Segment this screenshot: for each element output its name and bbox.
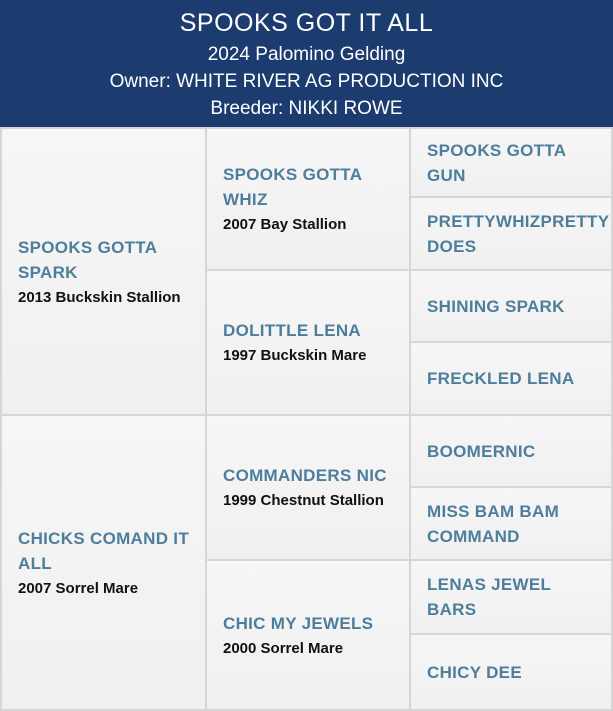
- dam-cell: [0, 414, 207, 711]
- owner-line: Owner: WHITE RIVER AG PRODUCTION INC: [109, 71, 504, 92]
- great-grandparent-name: PRETTYWHIZPRETTY DOES: [427, 211, 610, 256]
- dam-dam-name: CHIC MY JEWELS: [223, 613, 374, 633]
- great-grandparent-name: CHICY DEE: [427, 662, 522, 682]
- sire-sire-name: SPOOKS GOTTA WHIZ: [223, 165, 362, 209]
- great-grandparent-name: FRECKLED LENA: [427, 369, 575, 388]
- dam-sire-description: 1999 Chestnut Stallion: [223, 492, 384, 509]
- sire-name: SPOOKS GOTTA SPARK: [18, 237, 157, 282]
- sire-sire-cell: [205, 127, 411, 271]
- horse-name-title: SPOOKS GOT IT ALL: [179, 9, 434, 37]
- sire-dam-cell: [205, 269, 411, 416]
- sire-cell: [0, 127, 207, 416]
- pedigree-chart: [0, 127, 613, 711]
- great-grandparent-cell: [409, 414, 613, 488]
- sire-sire-description: 2007 Bay Stallion: [223, 216, 347, 233]
- great-grandparent-name: SHINING SPARK: [427, 296, 565, 316]
- great-grandparent-name: BOOMERNIC: [427, 441, 536, 461]
- great-grandparent-cell: [409, 127, 613, 198]
- great-grandparent-cell: [409, 486, 613, 561]
- great-grandparent-cell: [409, 633, 613, 711]
- dam-description: 2007 Sorrel Mare: [18, 579, 139, 597]
- great-grandparent-name: LENAS JEWEL BARS: [427, 575, 551, 619]
- breeder-line: Breeder: NIKKI ROWE: [210, 98, 403, 119]
- pedigree-header: [0, 0, 613, 127]
- dam-sire-name: COMMANDERS NIC: [223, 466, 387, 485]
- great-grandparent-name: SPOOKS GOTTA GUN: [427, 140, 566, 185]
- horse-description: 2024 Palomino Gelding: [207, 44, 406, 65]
- great-grandparent-cell: [409, 559, 613, 635]
- dam-dam-description: 2000 Sorrel Mare: [223, 639, 344, 657]
- dam-name: CHICKS COMAND IT ALL: [18, 528, 190, 573]
- dam-sire-cell: [205, 414, 411, 561]
- great-grandparent-cell: [409, 196, 613, 271]
- sire-description: 2013 Buckskin Stallion: [18, 288, 181, 306]
- great-grandparent-cell: [409, 269, 613, 343]
- sire-dam-description: 1997 Buckskin Mare: [223, 347, 367, 364]
- great-grandparent-cell: [409, 341, 613, 416]
- great-grandparent-name: MISS BAM BAM COMMAND: [427, 501, 560, 546]
- sire-dam-name: DOLITTLE LENA: [223, 321, 361, 340]
- dam-dam-cell: [205, 559, 411, 711]
